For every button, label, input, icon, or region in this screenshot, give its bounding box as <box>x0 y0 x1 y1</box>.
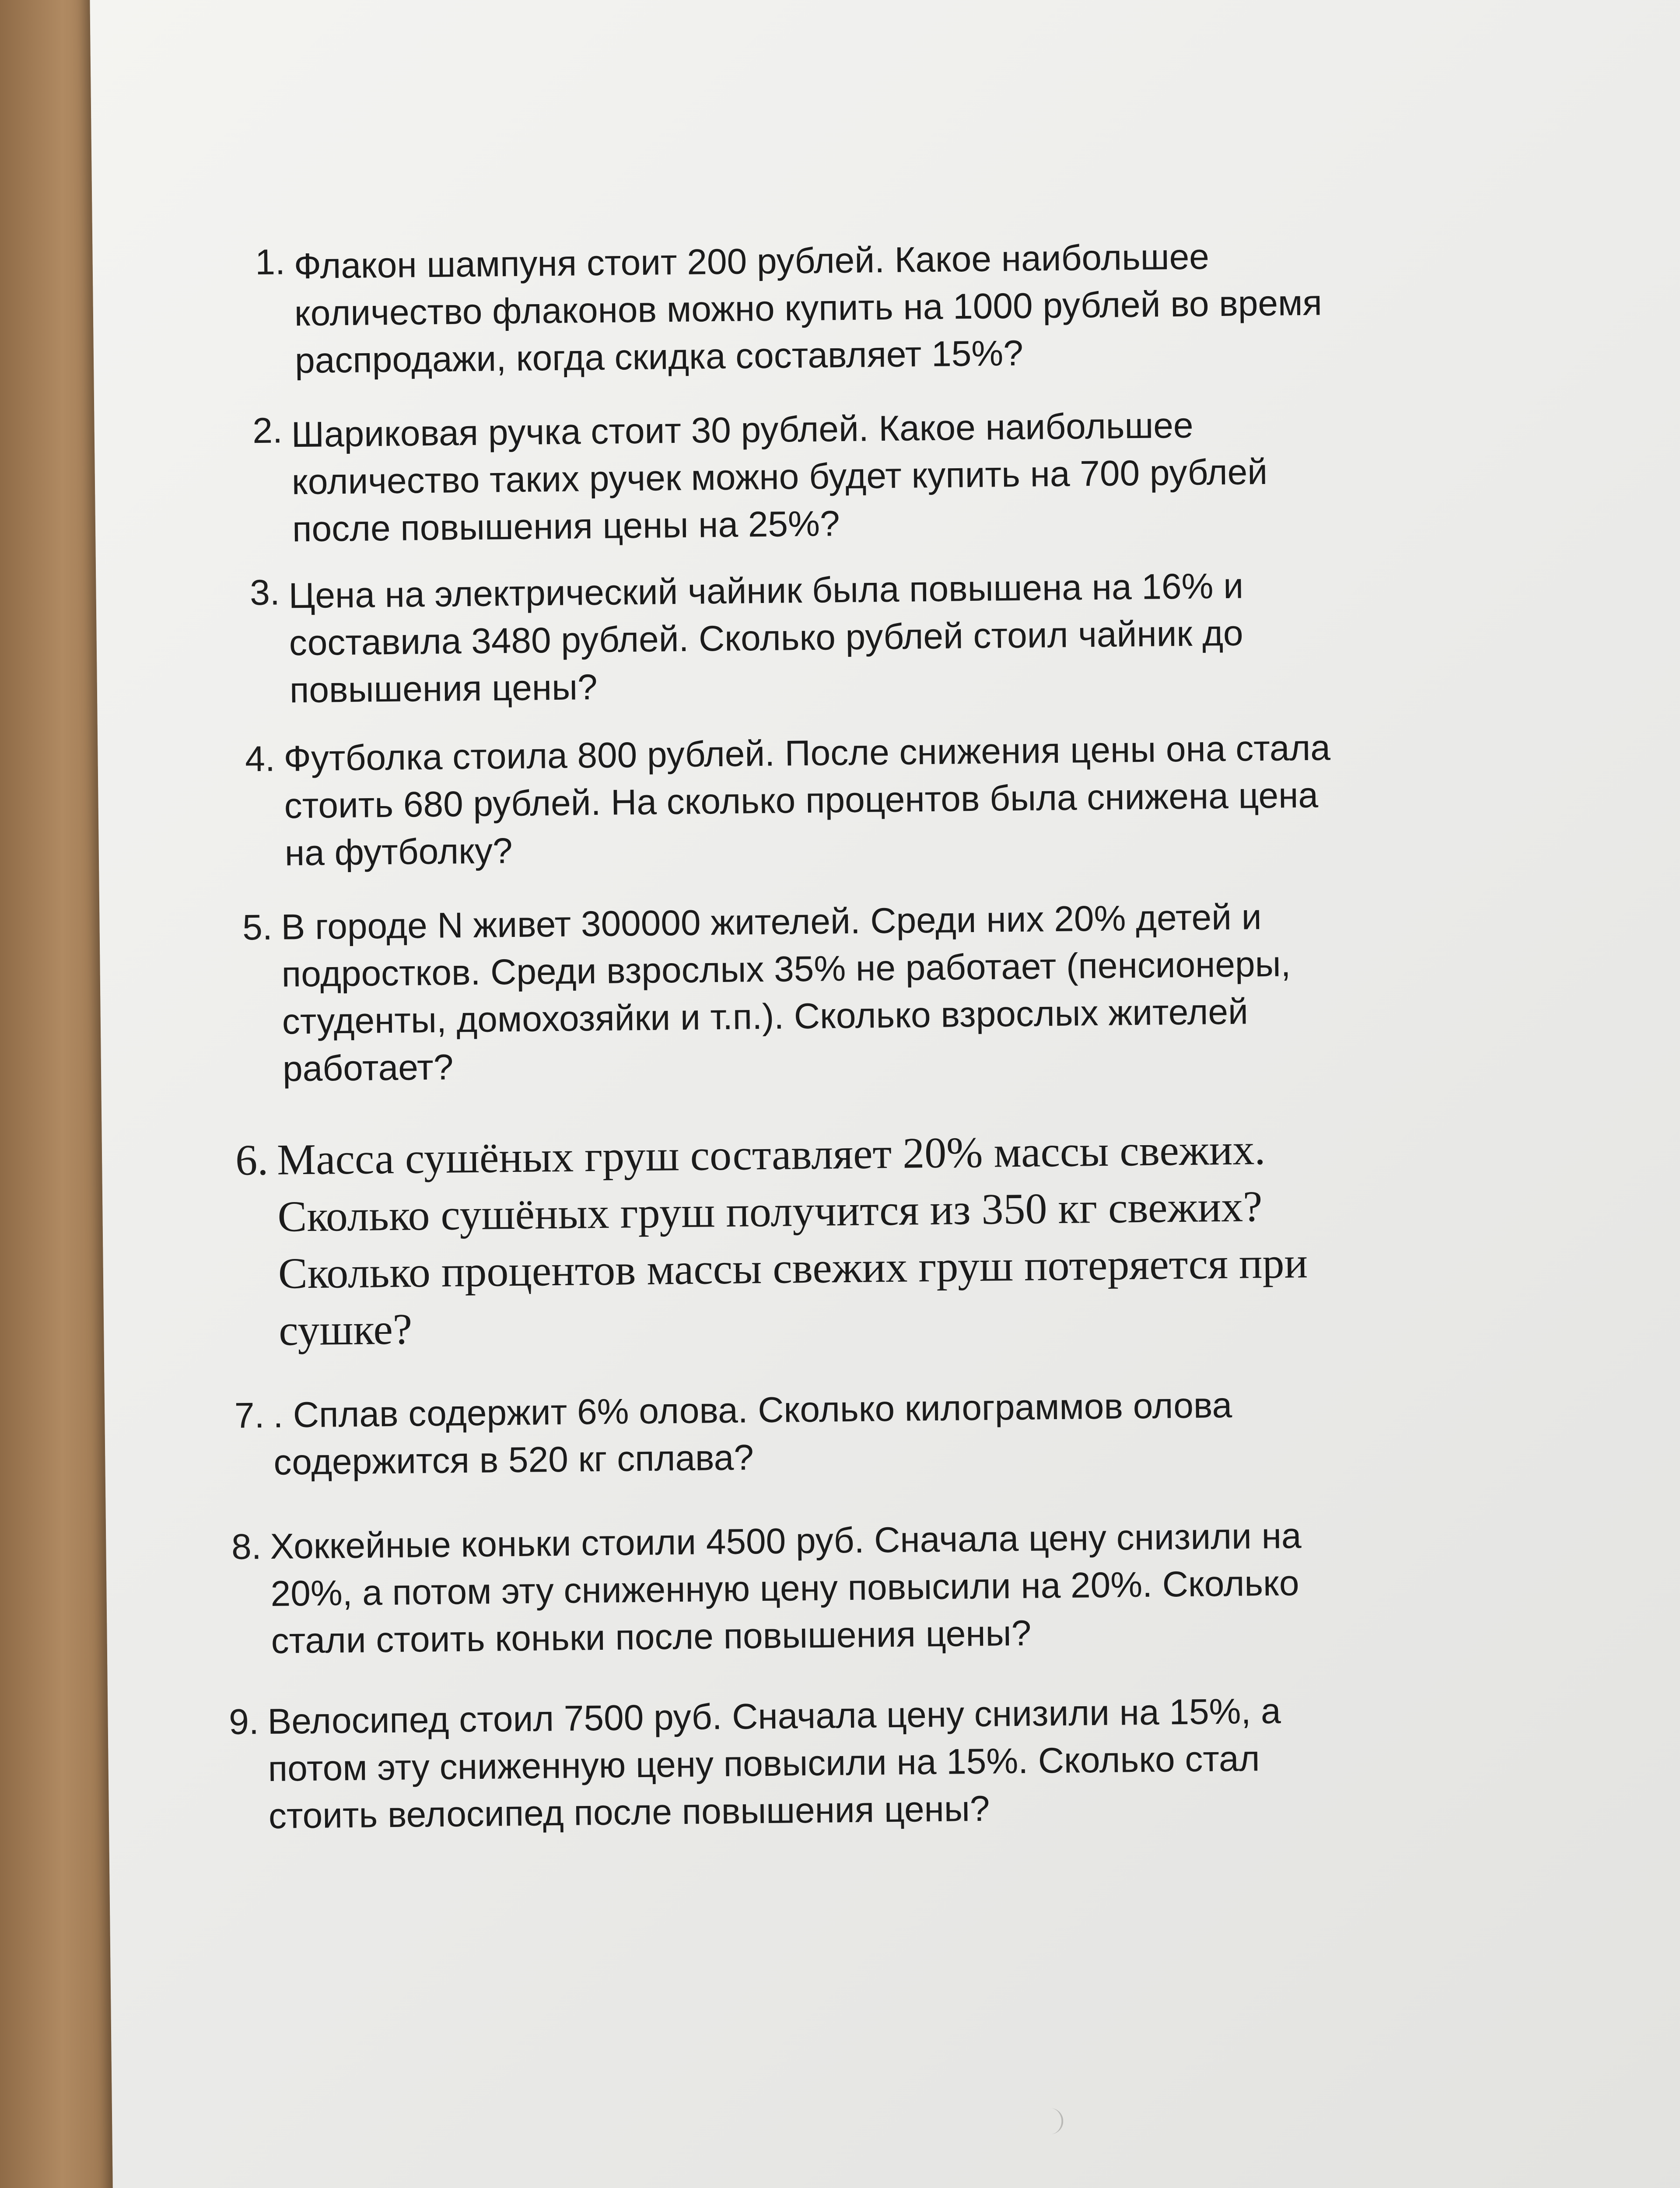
problem-number: 2. <box>252 410 283 451</box>
problem-5 <box>99 889 1680 1089</box>
problem-number: 9. <box>228 1702 259 1742</box>
problem-7 <box>105 1377 1680 1483</box>
problem-number: 5. <box>242 907 273 948</box>
problem-text: Футболка стоила 800 рублей. После снижения цены она стала стоить 680 рублей. На сколько процентов была снижена цена на футболку? <box>284 728 1331 873</box>
problem-6 <box>102 1116 1680 1355</box>
problem-text: Хоккейные коньки стоили 4500 руб. Сначала цену снизили на 20%, а потом эту сниженную цену повысили на 20%. Сколько стали стоить коньки после повышения цены? <box>270 1516 1302 1661</box>
problem-number: 7. <box>234 1396 265 1436</box>
problem-text: В городе N живет 300000 жителей. Среди них 20% детей и подростков. Среди взрослых 35% не работает (пенсионеры, студенты, домохозяйки и т.п.). Сколько взрослых жителей работает? <box>281 897 1291 1089</box>
problem-4 <box>98 720 1680 873</box>
problem-text: Велосипед стоил 7500 руб. Сначала цену снизили на 15%, а потом эту сниженную цену повысили на 15%. Сколько стал стоить велосипед после повышения цены? <box>267 1691 1281 1836</box>
problem-number: 4. <box>245 739 276 779</box>
problem-number: 3. <box>249 572 280 613</box>
problem-text: Цена на электрический чайник была повышена на 16% и составила 3480 рублей. Сколько рублей стоил чайник до повышения цены? <box>288 566 1244 711</box>
problem-text: Масса сушёных груш составляет 20% массы свежих. Сколько сушёных груш получится из 350 кг свежих? Сколько процентов массы свежих груш потеряется при сушке? <box>276 1125 1308 1355</box>
problem-text: Шариковая ручка стоит 30 рублей. Какое наибольшее количество таких ручек можно будет купить на 700 рублей после повышения цены на 25%? <box>291 405 1268 550</box>
problem-number: 8. <box>231 1527 262 1567</box>
problem-9 <box>108 1683 1680 1836</box>
problem-8 <box>106 1508 1680 1661</box>
pen-mark <box>1048 2108 1064 2134</box>
problem-1 <box>92 224 1680 381</box>
problem-number: 1. <box>255 242 286 283</box>
worksheet-page <box>90 0 1680 2188</box>
problem-3 <box>96 554 1680 711</box>
problem-text: Флакон шампуня стоит 200 рублей. Какое наибольшее количество флаконов можно купить на 1000 рублей во время распродажи, когда скидка составляет 15%? <box>294 237 1323 381</box>
problem-number: 6. <box>235 1135 269 1185</box>
problem-2 <box>94 392 1680 550</box>
problem-text: . Сплав содержит 6% олова. Сколько килограммов олова содержится в 520 кг сплава? <box>273 1385 1232 1483</box>
